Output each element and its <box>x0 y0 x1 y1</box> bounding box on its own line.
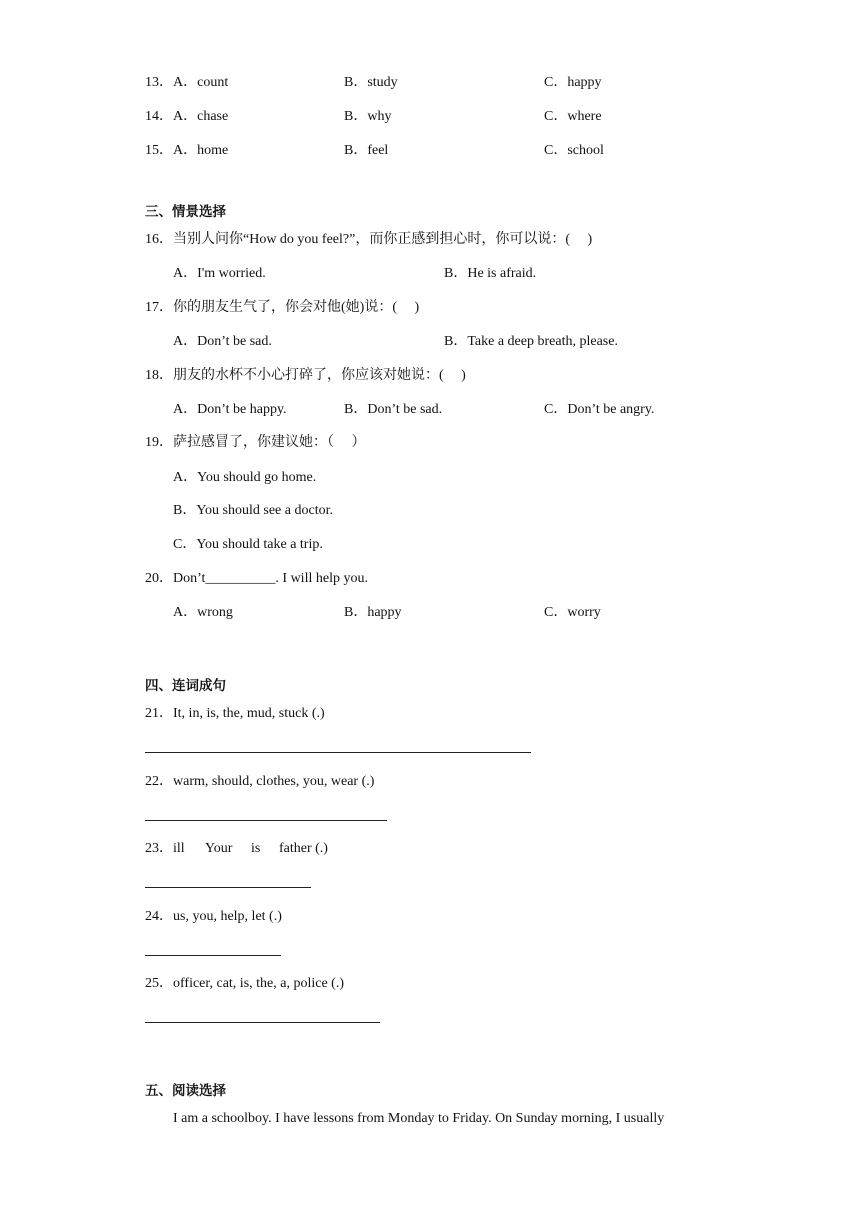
section-5-title: 五、阅读选择 <box>145 1083 226 1099</box>
q19-option-b: B．You should see a doctor. <box>173 503 333 518</box>
q15-option-a: 15．A．home <box>145 143 229 158</box>
q24-answer-line <box>145 955 281 956</box>
reading-passage-line-1: I am a schoolboy. I have lessons from Monday to Friday. On Sunday morning, I usually <box>173 1111 665 1126</box>
q22-answer-line <box>145 820 387 821</box>
q15-option-b: B．feel <box>344 143 389 158</box>
q23-answer-line <box>145 887 311 888</box>
q21-answer-line <box>145 752 531 753</box>
q23-word-2: Your <box>205 841 233 856</box>
q23-word-4: father (.) <box>279 841 328 856</box>
q18-option-a: A．Don’t be happy. <box>173 402 287 417</box>
q19-question: 19．萨拉感冒了，你建议她：（ ） <box>145 435 366 450</box>
q20-question: 20．Don’t__________. I will help you. <box>145 571 368 586</box>
q14-option-a: 14．A．chase <box>145 109 229 124</box>
q25-words: 25．officer, cat, is, the, a, police (.) <box>145 976 344 991</box>
q23-word-3: is <box>251 841 261 856</box>
q25-answer-line <box>145 1022 380 1023</box>
q14-option-c: C．where <box>544 109 602 124</box>
q16-option-a: A．I'm worried. <box>173 266 266 281</box>
section-4-title: 四、连词成句 <box>145 678 226 694</box>
q24-words: 24．us, you, help, let (.) <box>145 909 282 924</box>
q13-option-b: B．study <box>344 75 398 90</box>
q16-question: 16．当别人问你“How do you feel?”，而你正感到担心时，你可以说：( ) <box>145 232 593 247</box>
q19-option-a: A．You should go home. <box>173 470 317 485</box>
q17-question: 17．你的朋友生气了，你会对他(她)说：( ) <box>145 300 420 315</box>
q14-option-b: B．why <box>344 109 392 124</box>
q15-option-c: C．school <box>544 143 604 158</box>
q20-option-b: B．happy <box>344 605 402 620</box>
q20-option-a: A．wrong <box>173 605 233 620</box>
q20-option-c: C．worry <box>544 605 601 620</box>
q22-words: 22．warm, should, clothes, you, wear (.) <box>145 774 375 789</box>
q23-word-1: 23．ill <box>145 841 185 856</box>
q18-option-c: C．Don’t be angry. <box>544 402 655 417</box>
q17-option-b: B．Take a deep breath, please. <box>444 334 618 349</box>
q13-option-c: C．happy <box>544 75 602 90</box>
section-3-title: 三、情景选择 <box>145 204 226 220</box>
q21-words: 21．It, in, is, the, mud, stuck (.) <box>145 706 325 721</box>
q17-option-a: A．Don’t be sad. <box>173 334 272 349</box>
q16-option-b: B．He is afraid. <box>444 266 537 281</box>
q13-option-a: 13．A．count <box>145 75 229 90</box>
q18-question: 18．朋友的水杯不小心打碎了，你应该对她说：( ) <box>145 368 466 383</box>
q18-option-b: B．Don’t be sad. <box>344 402 443 417</box>
q19-option-c: C．You should take a trip. <box>173 537 323 552</box>
